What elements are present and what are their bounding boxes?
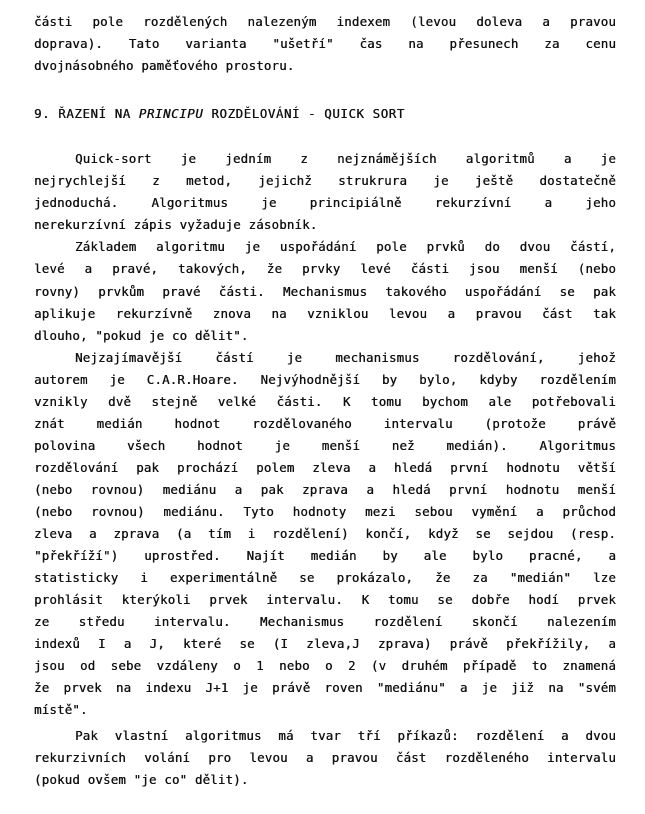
paragraph-line: polovina všech hodnot je menší než medián). Algoritmus: [34, 438, 616, 453]
paragraph-line: (pokud ovšem "je co" dělit).: [34, 772, 249, 787]
paragraph-line: prohlásit kterýkoli prvek intervalu. K tomu se dobře hodí prvek: [34, 592, 616, 607]
paragraph-line: levé a pravé, takových, že prvky levé části jsou menší (nebo: [34, 261, 616, 276]
paragraph-line: (nebo rovnou) mediánu. Tyto hodnoty mezi sebou vymění a průchod: [34, 504, 616, 519]
paragraph-line: nerekurzívní zápis vyžaduje zásobník.: [34, 217, 318, 232]
paragraph-line: indexů I a J, které se (I zleva,J zprava) právě překřížily, a: [34, 636, 616, 651]
paragraph-line: Pak vlastní algoritmus má tvar tří příkazů: rozdělení a dvou: [75, 728, 616, 743]
paragraph-line: nejrychlejší z metod, jejichž strukrura je ještě dostatečně: [34, 173, 616, 188]
paragraph-line: vznikly dvě stejně velké části. K tomu bychom ale potřebovali: [34, 394, 616, 409]
paragraph-line: dlouho, "pokud je co dělit".: [34, 328, 249, 343]
paragraph-line: statisticky i experimentálně se prokázalo, že za "medián" lze: [34, 570, 616, 585]
section-heading: [34, 106, 616, 122]
intro-line: části pole rozdělených nalezeným indexem (levou doleva a pravou: [34, 14, 616, 29]
paragraph-line: zleva a zprava (a tím i rozdělení) končí, když se sejdou (resp.: [34, 526, 616, 541]
paragraph-line: místě".: [34, 702, 88, 717]
paragraph-line: "překříží") uprostřed. Najít medián by ale bylo pracné, a: [34, 548, 616, 563]
paragraph-line: jsou od sebe vzdáleny o 1 nebo o 2 (v druhém případě to znamená: [34, 658, 616, 673]
intro-line: dvojnásobného paměťového prostoru.: [34, 58, 295, 73]
section-title-part: ŘAZENÍ NA: [58, 106, 131, 121]
paragraph-line: aplikuje rekurzívně znova na vzniklou levou a pravou část tak: [34, 306, 616, 321]
paragraph-line: Nejzajímavější částí je mechanismus rozdělování, jehož: [75, 350, 616, 365]
paragraph-line: že prvek na indexu J+1 je právě roven "mediánu" a je již na "svém: [34, 680, 616, 695]
paragraph-line: Základem algoritmu je uspořádání pole prvků do dvou částí,: [75, 239, 616, 254]
section-title-part: PRINCIPU: [138, 106, 204, 121]
paragraph-line: rekurzivních volání pro levou a pravou část rozděleného intervalu: [34, 750, 616, 765]
paragraph-line: rozdělování pak prochází polem zleva a hledá první hodnotu větší: [34, 460, 616, 475]
section-number: 9.: [34, 106, 51, 121]
paragraph-line: ze středu intervalu. Mechanismus rozdělení skončí nalezením: [34, 614, 616, 629]
intro-line: doprava). Tato varianta "ušetří" čas na přesunech za cenu: [34, 36, 616, 51]
paragraph-line: jednoduchá. Algoritmus je principiálně rekurzívní a jeho: [34, 195, 616, 210]
paragraph-line: znát medián hodnot rozdělovaného intervalu (protože právě: [34, 416, 616, 431]
paragraph-line: (nebo rovnou) mediánu a pak zprava a hledá první hodnotu menší: [34, 482, 616, 497]
paragraph-line: Quick-sort je jedním z nejznámějších algoritmů a je: [75, 151, 616, 166]
paragraph-line: autorem je C.A.R.Hoare. Nejvýhodnější by bylo, kdyby rozdělením: [34, 372, 616, 387]
section-title-part: ROZDĚLOVÁNÍ - QUICK SORT: [211, 106, 405, 121]
paragraph-line: rovny) prvkům pravé části. Mechanismus takového uspořádání se pak: [34, 284, 616, 299]
